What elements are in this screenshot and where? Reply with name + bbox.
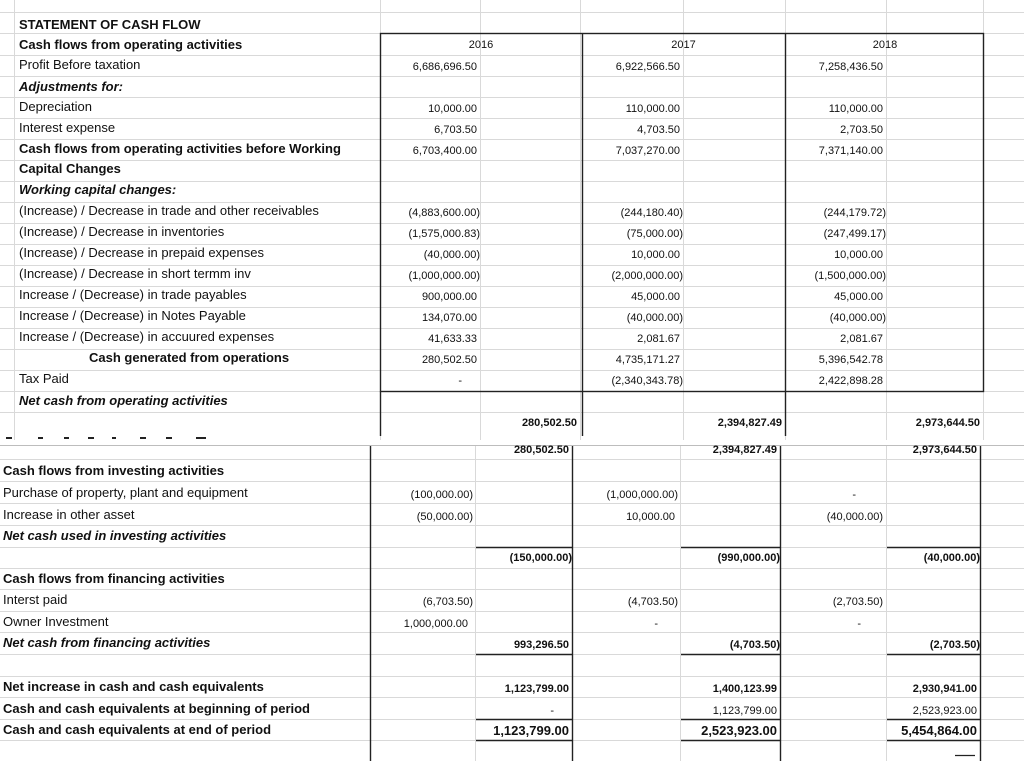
- net-investing-2018: (40,000.00): [923, 552, 980, 564]
- tax-paid-label: Tax Paid: [19, 371, 69, 386]
- owner-investment-label: Owner Investment: [3, 614, 109, 629]
- net-investing-2016: (150,000.00): [509, 552, 572, 564]
- end-cash-label: Cash and cash equivalents at end of period: [3, 722, 272, 737]
- before-wc-label-line2: Capital Changes: [19, 161, 121, 176]
- operating-heading: Cash flows from operating activities: [19, 37, 243, 52]
- net-operating-2017: 2,394,827.49: [717, 417, 782, 429]
- before-wc-2018: 7,371,140.00: [818, 145, 883, 157]
- cash-generated-label: Cash generated from operations: [89, 350, 290, 365]
- carried-total-2017: 2,394,827.49: [712, 444, 777, 456]
- beginning-cash-2017: 1,123,799.00: [712, 705, 777, 717]
- tax-paid-2017: (2,340,343.78): [611, 375, 683, 387]
- cash-generated-2017: 4,735,171.27: [615, 354, 680, 366]
- net-operating-2016: 280,502.50: [521, 417, 577, 429]
- interest-paid-2016: (6,703.50): [422, 596, 473, 608]
- end-cash-2016: 1,123,799.00: [493, 723, 569, 738]
- other-asset-2017: 10,000.00: [626, 511, 675, 523]
- wc-row-2016: 134,070.00: [421, 312, 477, 324]
- interest-expense-label: Interest expense: [19, 120, 116, 135]
- year-2017-header: 2017: [671, 39, 696, 51]
- interest-paid-2017: (4,703.50): [627, 596, 678, 608]
- wc-row-2016: (40,000.00): [423, 249, 480, 261]
- wc-row-label: Increase / (Decrease) in Notes Payable: [19, 308, 246, 323]
- wc-row-2017: 45,000.00: [631, 291, 680, 303]
- interest-expense-2018: 2,703.50: [840, 124, 883, 136]
- wc-row-2016: (1,000,000.00): [408, 270, 480, 282]
- tax-paid-2018: 2,422,898.28: [818, 375, 883, 387]
- tax-paid-2016: -: [458, 375, 462, 387]
- adjustments-heading: Adjustments for:: [19, 79, 123, 94]
- wc-row-2016: 900,000.00: [421, 291, 477, 303]
- depreciation-label: Depreciation: [19, 99, 92, 114]
- wc-row-2018: (40,000.00): [829, 312, 886, 324]
- wc-row-label: Increase / (Decrease) in trade payables: [19, 287, 247, 302]
- wc-row-2018: 10,000.00: [834, 249, 883, 261]
- before-wc-label-line1: Cash flows from operating activities before Working: [19, 141, 341, 156]
- wc-row-2017: 2,081.67: [637, 333, 680, 345]
- wc-row-2016: (1,575,000.83): [408, 228, 480, 240]
- investing-heading: Cash flows from investing activities: [3, 463, 225, 478]
- wc-heading: Working capital changes:: [19, 182, 177, 197]
- wc-row-label: (Increase) / Decrease in prepaid expenses: [19, 245, 264, 260]
- net-investing-label: Net cash used in investing activities: [3, 528, 227, 543]
- wc-row-2017: (2,000,000.00): [611, 270, 683, 282]
- wc-row-label: (Increase) / Decrease in inventories: [19, 224, 225, 239]
- other-asset-2018: (40,000.00): [826, 511, 883, 523]
- wc-row-2016: (4,883,600.00): [408, 207, 480, 219]
- before-wc-2016: 6,703,400.00: [412, 145, 477, 157]
- year-2018-header: 2018: [872, 39, 898, 51]
- owner-investment-2018: -: [857, 618, 861, 630]
- wc-row-2018: (1,500,000.00): [814, 270, 886, 282]
- net-financing-2018: (2,703.50): [929, 639, 980, 651]
- beginning-cash-2016: -: [550, 705, 554, 717]
- carried-total-2018: 2,973,644.50: [912, 444, 977, 456]
- depreciation-2016: 10,000.00: [428, 103, 477, 115]
- other-asset-2016: (50,000.00): [416, 511, 473, 523]
- cash-generated-2016: 280,502.50: [421, 354, 477, 366]
- wc-row-label: (Increase) / Decrease in trade and other receivables: [19, 203, 319, 218]
- net-financing-2017: (4,703.50): [729, 639, 780, 651]
- ppe-2017: (1,000,000.00): [606, 489, 678, 501]
- net-investing-2017: (990,000.00): [717, 552, 780, 564]
- wc-row-2018: (244,179.72): [823, 207, 886, 219]
- interest-paid-2018: (2,703.50): [832, 596, 883, 608]
- wc-row-2016: 41,633.33: [428, 333, 477, 345]
- interest-expense-2016: 6,703.50: [434, 124, 477, 136]
- cash-generated-2018: 5,396,542.78: [818, 354, 883, 366]
- financing-heading: Cash flows from financing activities: [3, 571, 225, 586]
- net-operating-2018: 2,973,644.50: [915, 417, 980, 429]
- carried-total-2016: 280,502.50: [513, 444, 569, 456]
- beginning-cash-label: Cash and cash equivalents at beginning of period: [3, 701, 310, 716]
- end-cash-2017: 2,523,923.00: [701, 723, 777, 738]
- net-increase-label: Net increase in cash and cash equivalents: [3, 679, 264, 694]
- before-wc-2017: 7,037,270.00: [615, 145, 680, 157]
- year-2016-header: 2016: [468, 39, 494, 51]
- interest-expense-2017: 4,703.50: [637, 124, 680, 136]
- wc-row-label: Increase / (Decrease) in accuured expenses: [19, 329, 275, 344]
- wc-row-2017: (75,000.00): [626, 228, 683, 240]
- owner-investment-2017: -: [654, 618, 658, 630]
- net-increase-2017: 1,400,123.99: [712, 683, 777, 695]
- net-operating-label: Net cash from operating activities: [19, 393, 228, 408]
- profit-before-tax-2018: 7,258,436.50: [818, 61, 883, 73]
- wc-row-2017: 10,000.00: [631, 249, 680, 261]
- wc-row-2017: (244,180.40): [620, 207, 683, 219]
- owner-investment-2016: 1,000,000.00: [403, 618, 468, 630]
- ppe-2018: -: [852, 489, 856, 501]
- statement-title: STATEMENT OF CASH FLOW: [19, 17, 201, 32]
- profit-before-tax-label: Profit Before taxation: [19, 57, 141, 72]
- other-asset-label: Increase in other asset: [3, 507, 135, 522]
- profit-before-tax-2017: 6,922,566.50: [615, 61, 680, 73]
- depreciation-2017: 110,000.00: [625, 103, 680, 115]
- ppe-label: Purchase of property, plant and equipment: [3, 485, 248, 500]
- profit-before-tax-2016: 6,686,696.50: [412, 61, 477, 73]
- interest-paid-label: Interst paid: [3, 592, 68, 607]
- wc-row-2018: (247,499.17): [823, 228, 886, 240]
- wc-row-2018: 45,000.00: [834, 291, 883, 303]
- wc-row-label: (Increase) / Decrease in short termm inv: [19, 266, 251, 281]
- end-cash-2018: 5,454,864.00: [901, 723, 977, 738]
- wc-row-2017: (40,000.00): [626, 312, 683, 324]
- ppe-2016: (100,000.00): [410, 489, 473, 501]
- net-financing-2016: 993,296.50: [513, 639, 569, 651]
- net-increase-2016: 1,123,799.00: [504, 683, 569, 695]
- net-increase-2018: 2,930,941.00: [912, 683, 977, 695]
- beginning-cash-2018: 2,523,923.00: [912, 705, 977, 717]
- depreciation-2018: 110,000.00: [828, 103, 883, 115]
- wc-row-2018: 2,081.67: [840, 333, 883, 345]
- net-financing-label: Net cash from financing activities: [3, 635, 211, 650]
